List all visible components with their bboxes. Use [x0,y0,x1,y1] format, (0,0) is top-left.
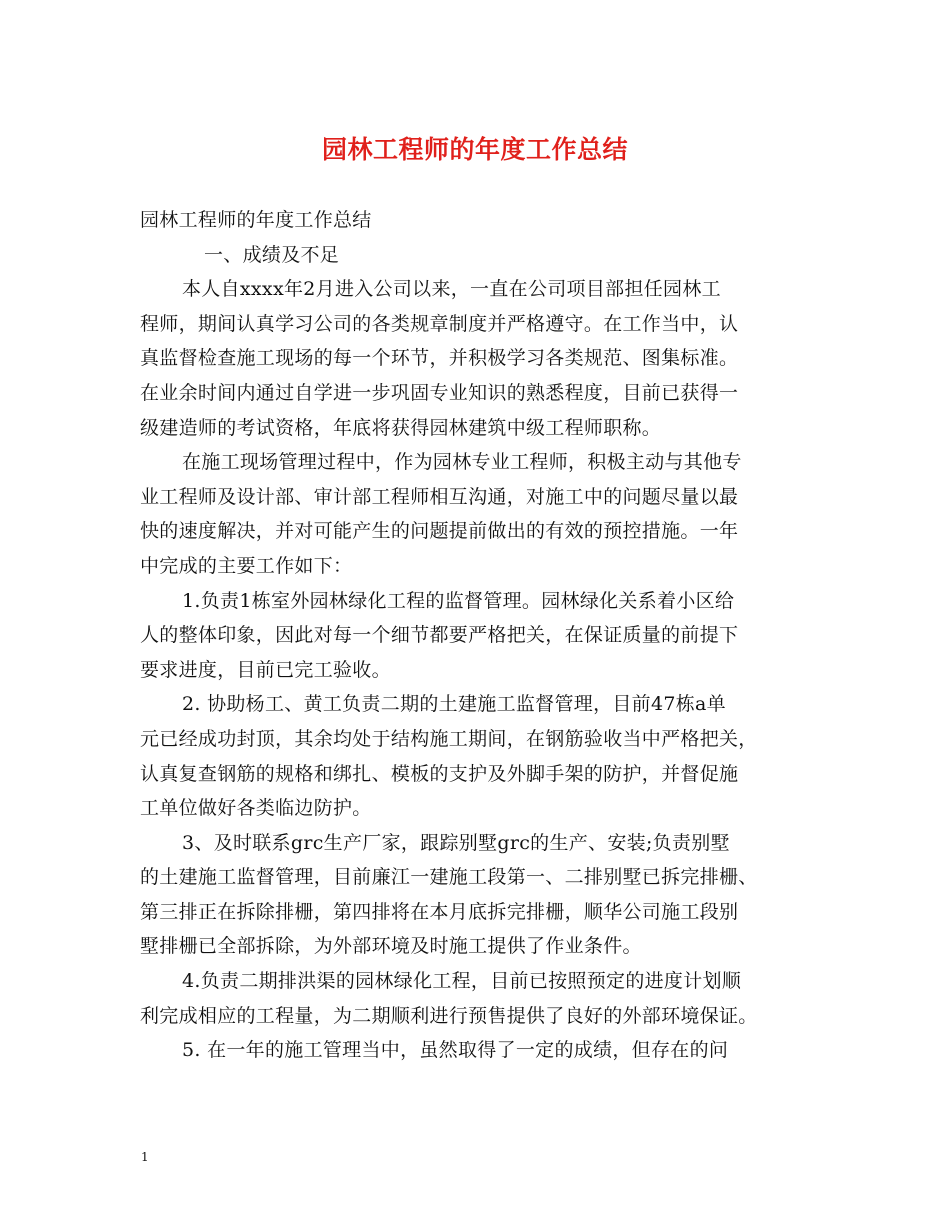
body-line: 人的整体印象，因此对每一个细节都要严格把关，在保证质量的前提下 [140,624,739,647]
body-line: 中完成的主要工作如下： [140,554,353,577]
body-line: 本人自xxxx年2月进入公司以来，一直在公司项目部担任园林工 [182,278,721,301]
document-body [140,203,820,1068]
body-line: 程师，期间认真学习公司的各类规章制度并严格遵守。在工作当中，认 [140,312,739,335]
body-line: 快的速度解决，并对可能产生的问题提前做出的有效的预控措施。一年 [140,520,739,543]
body-line: 1.负责1栋室外园林绿化工程的监督管理。园林绿化关系着小区给 [182,589,735,612]
body-line: 2. 协助杨工、黄工负责二期的土建施工监督管理，目前47栋a单 [182,693,726,716]
document-title: 园林工程师的年度工作总结 [321,135,628,164]
body-heading: 园林工程师的年度工作总结 [140,209,372,231]
body-line: 元已经成功封顶，其余均处于结构施工期间，在钢筋验收当中严格把关， [140,727,758,750]
body-line: 4.负责二期排洪渠的园林绿化工程，目前已按照预定的进度计划顺 [182,970,742,993]
body-line: 工单位做好各类临边防护。 [140,797,372,820]
body-line: 级建造师的考试资格，年底将获得园林建筑中级工程师职称。 [140,416,662,439]
body-line: 墅排栅已全部拆除，为外部环境及时施工提供了作业条件。 [140,935,642,958]
page-number: 1 [141,1150,149,1164]
body-line: 一、成绩及不足 [204,243,340,266]
body-line: 5. 在一年的施工管理当中，虽然取得了一定的成绩，但存在的问 [182,1039,729,1062]
body-line: 认真复查钢筋的规格和绑扎、模板的支护及外脚手架的防护，并督促施 [140,762,739,785]
body-line: 在施工现场管理过程中，作为园林专业工程师，积极主动与其他专 [182,451,742,474]
body-line: 3、及时联系grc生产厂家，跟踪别墅grc的生产、安装;负责别墅 [182,831,730,854]
body-line: 业工程师及设计部、审计部工程师相互沟通，对施工中的问题尽量以最 [140,485,739,508]
body-line: 的土建施工监督管理，目前廉江一建施工段第一、二排别墅已拆完排栅、 [140,866,758,889]
body-line: 第三排正在拆除排栅，第四排将在本月底拆完排栅，顺华公司施工段别 [140,900,739,923]
body-line: 在业余时间内通过自学进一步巩固专业知识的熟悉程度，目前已获得一 [140,381,739,404]
body-line: 利完成相应的工程量，为二期顺利进行预售提供了良好的外部环境保证。 [140,1004,758,1027]
body-line: 要求进度，目前已完工验收。 [140,658,391,681]
body-line: 真监督检查施工现场的每一个环节，并积极学习各类规范、图集标准。 [140,347,739,370]
